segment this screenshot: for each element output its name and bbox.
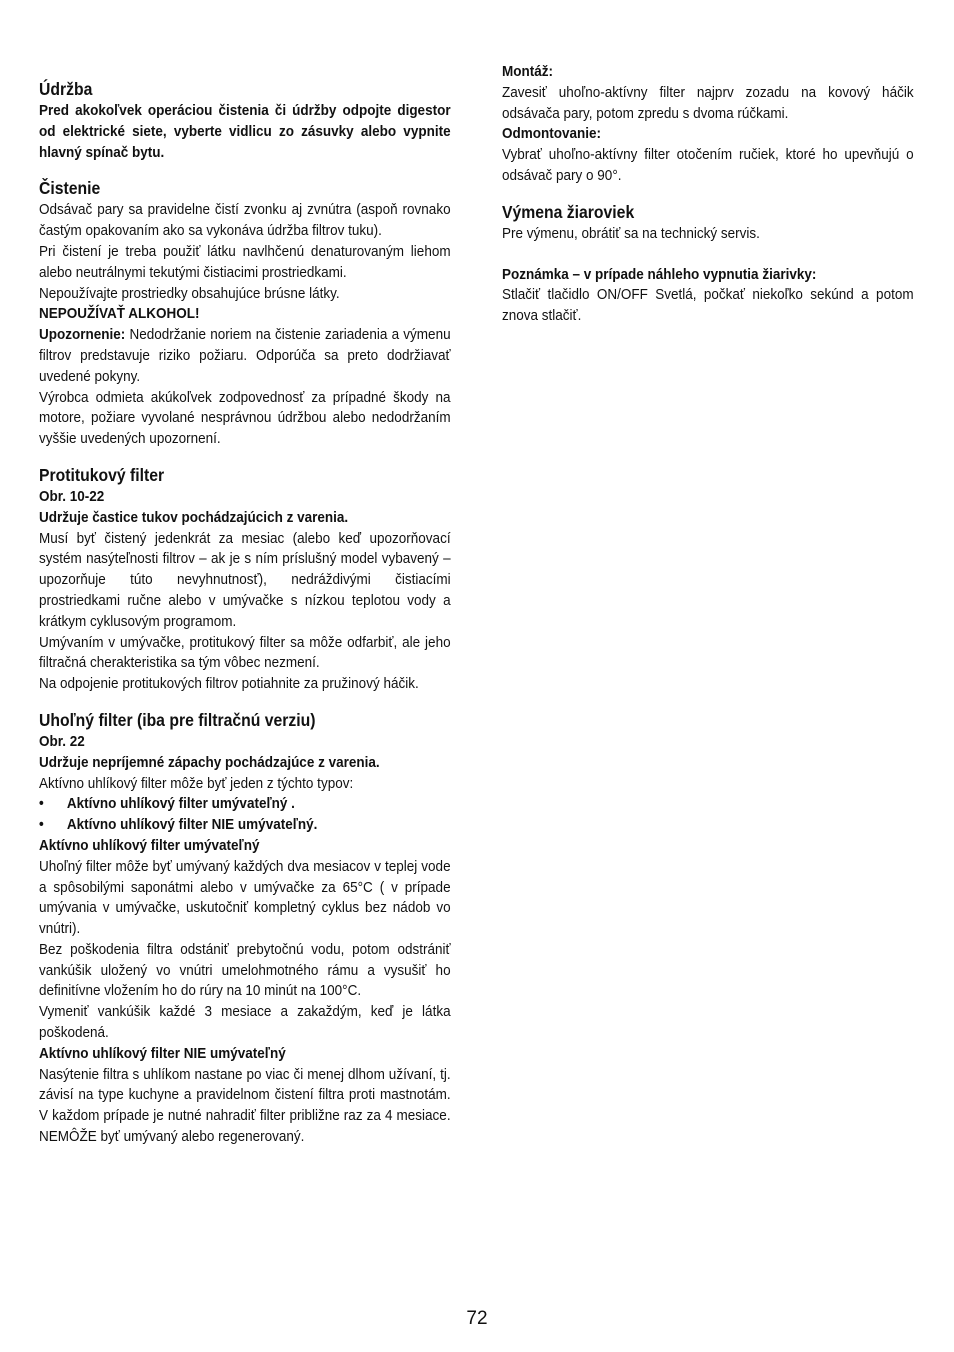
bullet-icon: • — [39, 795, 44, 813]
uholny-paragraph: Uhoľný filter môže byť umývaný každých dva mesiacov v teplej vode a spôsobilými saponátmi alebo v umývačke za 65°C ( v prípade umývania v umývačke, uskutočniť kompletný cyklus bez nádob vo vnútri). — [39, 857, 451, 938]
uholny-paragraph: Aktívno uhlíkový filter môže byť jeden z týchto typov: — [39, 774, 354, 792]
protitukovy-figure-ref: Obr. 10-22 — [39, 487, 105, 505]
uholny-subtitle: Udržuje nepríjemné zápachy pochádzajúce z varenia. — [39, 753, 380, 771]
poznamka-text: Stlačiť tlačidlo ON/OFF Svetlá, počkať niekoľko sekúnd a potom znova stlačiť. — [502, 286, 914, 325]
right-column — [502, 62, 914, 327]
cistenie-paragraph: Odsávač pary sa pravidelne čistí zvonku aj zvnútra (aspoň rovnako častým opakovaním ako sa vykonáva údržba filtrov tuku). — [39, 201, 451, 240]
uholny-paragraph: Vymeniť vankúšik každé 3 mesiace a zakaždým, keď je látka poškodená. — [39, 1003, 451, 1042]
uholny-paragraph: Nasýtenie filtra s uhlíkom nastane po viac či menej dlhom užívaní, tj. závisí na type kuchyne a pravidelnom čistení filtra proti mastnotám. V každom prípade je nutné nahradiť filter približne raz za 4 mesiace. NEMÔŽE byť umývaný alebo regenerovaný. — [39, 1065, 451, 1146]
bullet-icon: • — [39, 816, 44, 834]
cistenie-paragraph: Výrobca odmieta akúkoľvek zodpovednosť za prípadné škody na motore, požiare vyvolané nesprávnou údržbou alebo nedodržaním vyššie uvedených upozornení. — [39, 388, 451, 448]
udrzba-warning: Pred akokoľvek operáciou čistenia či údržby odpojte digestor od elektrické siete, vyberte vidlicu zo zásuvky alebo vypnite hlavný spínač bytu. — [39, 102, 451, 161]
montaz-text: Zavesiť uhoľno-aktívny filter najprv zozadu na kovový háčik odsávača pary, potom zpredu s dvoma rúčkami. — [502, 83, 914, 122]
left-column — [39, 62, 451, 1148]
poznamka-label: Poznámka – v prípade náhleho vypnutia žiarivky: — [502, 265, 817, 283]
protitukovy-heading: Protitukový filter — [39, 464, 165, 485]
protitukovy-paragraph: Na odpojenie protitukových filtrov potiahnite za pružinový háčik. — [39, 675, 419, 693]
uholny-paragraph: Bez poškodenia filtra odstániť prebytočnú vodu, potom odstrániť vankúšik uložený vo vnútri umelohmotného rámu a vysušiť ho definitívne vložením ho do rúry na 10 minút na 100°C. — [39, 940, 451, 1000]
non-washable-subheading: Aktívno uhlíkový filter NIE umývateľný — [39, 1044, 286, 1062]
protitukovy-paragraph: Musí byť čistený jedenkrát za mesiac (alebo keď upozorňovací systém nasýteľnosti filtrov – ak je s ním príslušný model vybavený – upozorňuje túto nevyhnutnosť), nedráždivými čistiacími prostriedkami ručne alebo v umývačke s nízkou teplotou vody a krátkym cyklusovým programom. — [39, 529, 451, 630]
vymena-heading: Výmena žiaroviek — [502, 201, 635, 222]
cistenie-paragraph: Nepoužívajte prostriedky obsahujúce brúsne látky. — [39, 284, 340, 302]
odmontovanie-label: Odmontovanie: — [502, 125, 602, 143]
uholny-figure-ref: Obr. 22 — [39, 732, 85, 750]
list-item: • Aktívno uhlíkový filter NIE umývateľný. — [39, 815, 451, 836]
cistenie-heading: Čistenie — [39, 178, 101, 199]
caution-label: Upozornenie: — [39, 326, 126, 344]
udrzba-heading: Údržba — [39, 79, 93, 99]
caution-text: Nedodržanie noriem na čistenie zariadenia a výmenu filtrov predstavuje riziko požiaru. Odporúča sa preto dodržiavať uvedené pokyny. — [39, 326, 451, 385]
cistenie-paragraph: Pri čistení je treba použiť látku navlhčenú denaturovaným liehom alebo neutrálnymi tekutými čistiacimi prostriedkami. — [39, 242, 451, 281]
no-alcohol-warning: NEPOUŽÍVAŤ ALKOHOL! — [39, 305, 200, 323]
protitukovy-subtitle: Udržuje častice tukov pochádzajúcich z varenia. — [39, 508, 349, 526]
page-number: 72 — [466, 1308, 488, 1329]
cistenie-caution — [39, 325, 451, 387]
uholny-heading: Uhoľný filter (iba pre filtračnú verziu) — [39, 709, 316, 730]
protitukovy-paragraph: Umývaním v umývačke, protitukový filter sa môže odfarbiť, ale jeho filtračná cherakteristika sa tým vôbec nezmení. — [39, 633, 451, 672]
vymena-text: Pre výmenu, obrátiť sa na technický servis. — [502, 224, 760, 242]
odmontovanie-text: Vybrať uhoľno-aktívny filter otočením ručiek, ktoré ho upevňujú o odsávač pary o 90°. — [502, 146, 914, 184]
list-item: • Aktívno uhlíkový filter umývateľný . — [39, 794, 451, 815]
montaz-label: Montáž: — [502, 63, 553, 80]
washable-subheading: Aktívno uhlíkový filter umývateľný — [39, 836, 260, 854]
